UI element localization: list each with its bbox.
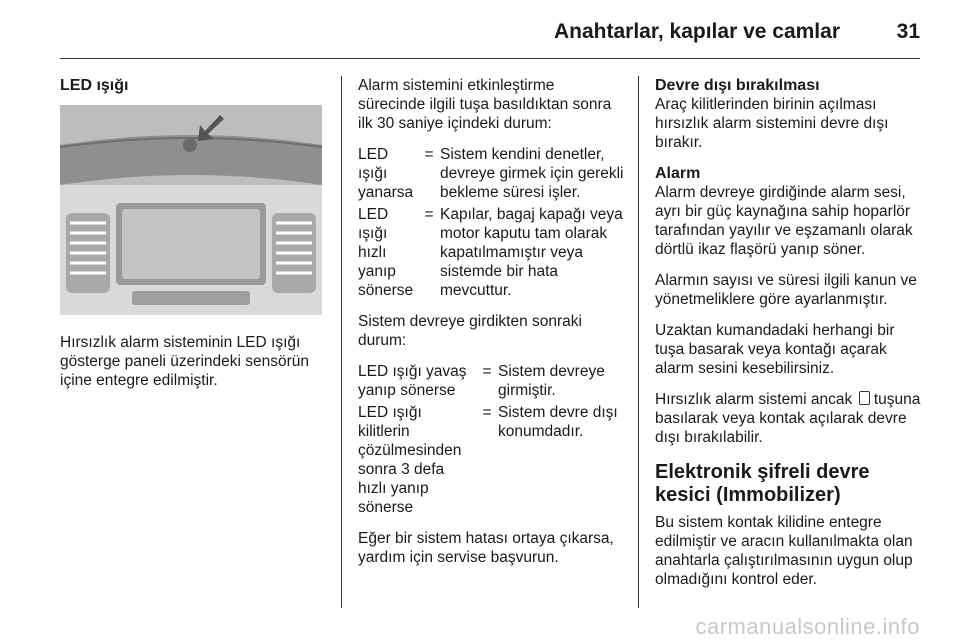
text-disarm: Araç kilitlerinden birinin açılması hırsızlık alarm sistemini devre dışı bırakır. [655,96,889,151]
column-divider [638,76,639,608]
text-alarm-3: Uzaktan kumandadaki herhangi bir tuşa basarak veya kontağı açarak alarm sesini kesebilirsiniz. [655,322,895,377]
section-title-led: LED ışığı [60,77,129,94]
text-alarm-4 [655,390,925,447]
page-number: 31 [896,20,920,43]
text-alarm-4a: Hırsızlık alarm sistemi ancak [655,391,853,408]
row-label: LED ışığı kilitlerin çözülmesinden sonra 3 defa hızlı yanıp sönerse [358,404,462,516]
row-description: Sistem devreye girmiştir. [498,363,605,399]
row-equals: = [424,206,434,223]
watermark: carmanualsonline.info [695,614,920,639]
heading-disarm: Devre dışı bırakılması [655,77,820,94]
column-activation [358,76,624,579]
outro-text: Eğer bir sistem hatası ortaya çıkarsa, yardım için servise başvurun. [358,530,614,566]
row-description: Sistem devre dışı konumdadır. [498,404,618,440]
intro-text: Alarm sistemini etkinleştirme sürecinde ilgili tuşa basıldıktan sonra ilk 30 saniye içindeki durum: [358,77,612,132]
row-label: LED ışığı hızlı yanıp sönerse [358,206,414,299]
status-table-activation [358,145,624,300]
heading-immobilizer: Elektronik şifreli devre kesici (Immobilizer) [655,461,870,506]
photo-caption: Hırsızlık alarm sisteminin LED ışığı gösterge paneli üzerindeki sensörün içine entegre edilmiştir. [60,334,310,389]
table-row [358,362,624,400]
row-label: LED ışığı yavaş yanıp sönerse [358,363,467,399]
column-disarm [655,76,925,601]
row-label: LED ışığı yanarsa [358,146,414,201]
column-divider [341,76,342,608]
table-row [358,145,624,202]
column-led [60,76,322,402]
mid-text: Sistem devreye girdikten sonraki durum: [358,313,582,349]
table-row [358,205,624,300]
heading-alarm: Alarm [655,165,701,182]
text-immobilizer: Bu sistem kontak kilidine entegre edilmiştir ve aracın kullanılmakta olan anahtarla çalıştırılmasının uygun olup olmadığını kontrol eder. [655,514,913,588]
dashboard-photo [60,105,322,315]
row-equals: = [482,404,492,421]
page-header [60,20,920,59]
header-title: Anahtarlar, kapılar ve camlar [554,20,840,43]
text-alarm-2: Alarmın sayısı ve süresi ilgili kanun ve yönetmeliklere göre ayarlanmıştır. [655,272,917,308]
table-row [358,403,624,517]
unlock-icon [859,391,870,405]
row-description: Kapılar, bagaj kapağı veya motor kaputu tam olarak kapatılmamıştır veya sistemde bir hata mevcuttur. [440,206,623,299]
text-alarm-1: Alarm devreye girdiğinde alarm sesi, ayrı bir güç kaynağına sahip hoparlör tarafından yayılır ve eşzamanlı olarak dörtlü ikaz flaşörü yanıp söner. [655,184,913,258]
text-alarm-4b: tuşuna basılarak veya kontak açılarak devre dışı bırakılabilir. [655,391,921,446]
row-description: Sistem kendini denetler, devreye girmek için gerekli bekleme süresi işler. [440,146,624,201]
row-equals: = [424,146,434,163]
row-equals: = [482,363,492,380]
status-table-armed [358,362,624,517]
